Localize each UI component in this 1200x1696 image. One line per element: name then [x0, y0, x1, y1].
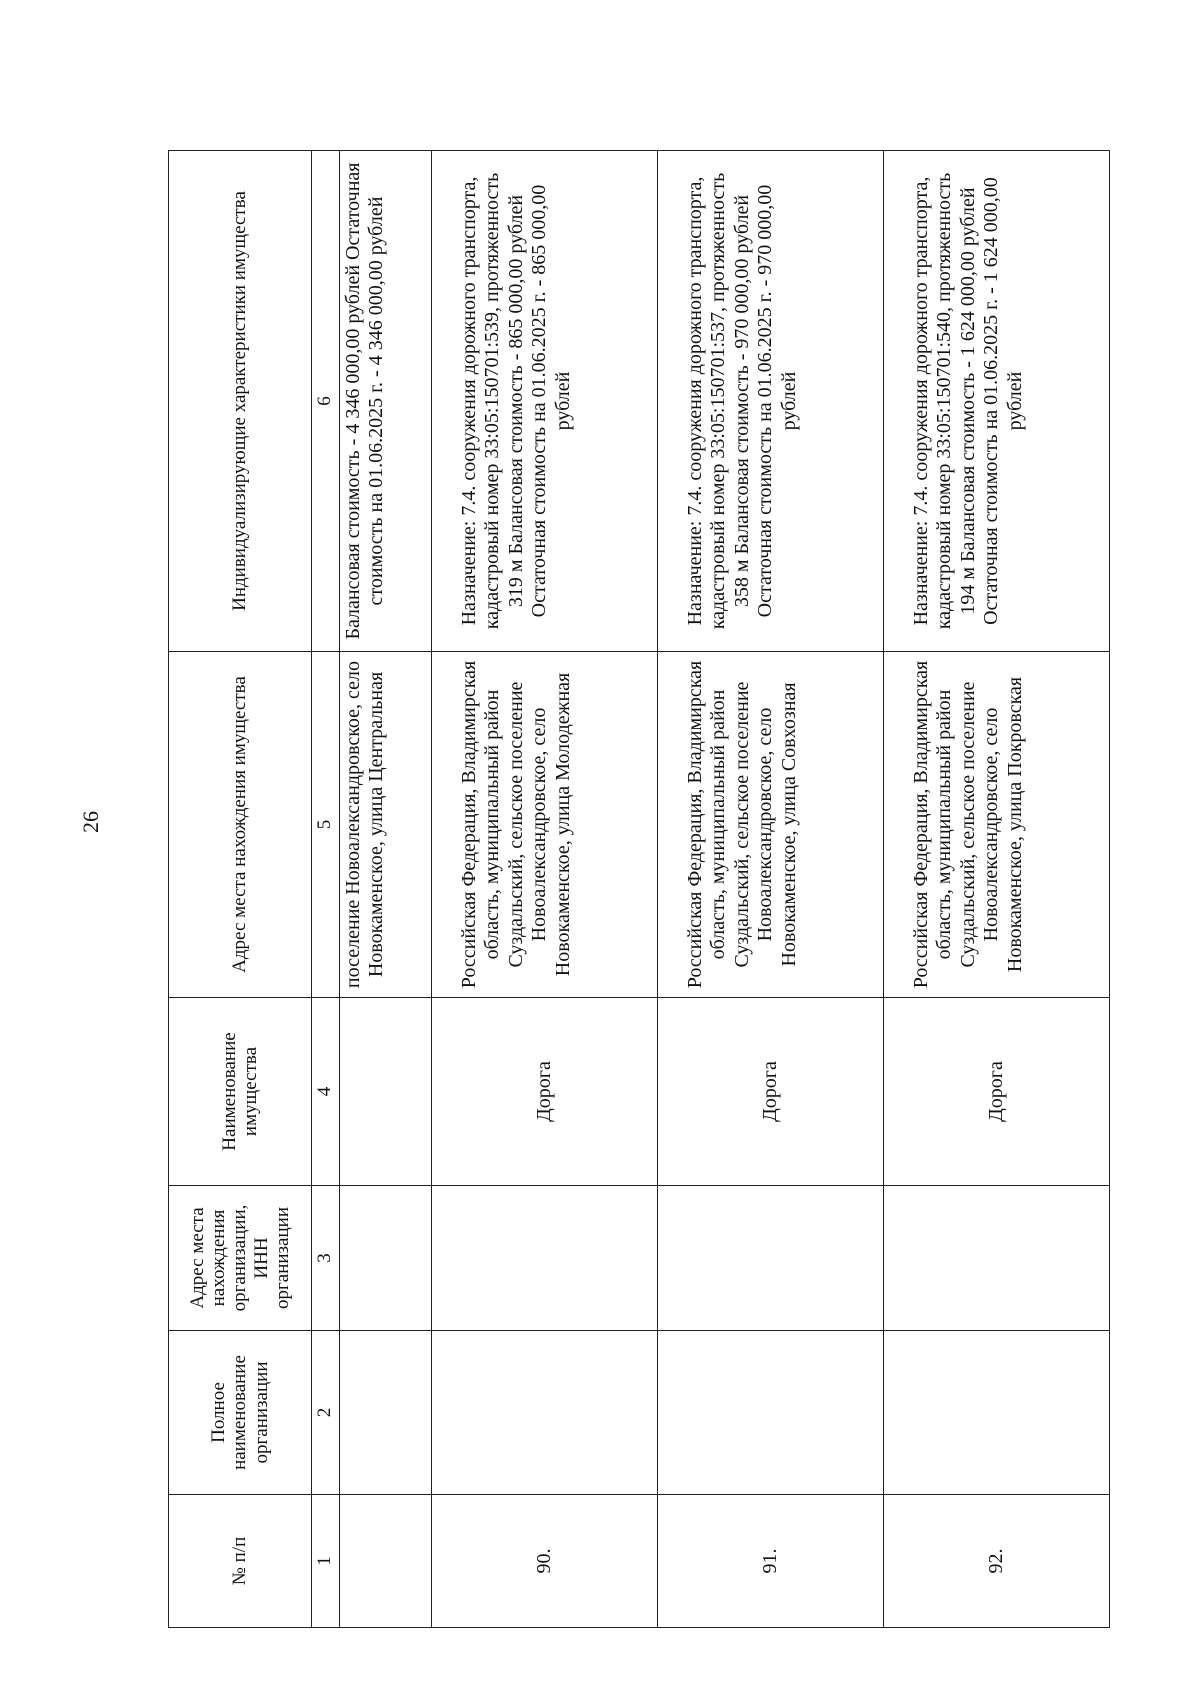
header-characteristics: Индивидуализирующие характеристики имущества — [169, 151, 312, 652]
page-number: 26 — [78, 811, 103, 833]
cell-org-name — [432, 1331, 658, 1495]
cell-number: 90. — [432, 1495, 658, 1628]
column-number: 6 — [312, 151, 340, 652]
cell-org-name — [884, 1331, 1110, 1495]
cell-characteristics: Назначение: 7.4. сооружения дорожного транспорта, кадастровый номер 33:05:150701:539, протяженность 319 м Балансовая стоимость - 865 000,00 рублей Остаточная стоимость на 01.06.2025 г. - 865 000,00 рублей — [432, 151, 658, 652]
cell-property-name — [340, 998, 432, 1186]
cell-number: 91. — [658, 1495, 884, 1628]
cell-property-name: Дорога — [432, 998, 658, 1186]
cell-characteristics: Назначение: 7.4. сооружения дорожного транспорта, кадастровый номер 33:05:150701:540, протяженность 194 м Балансовая стоимость - 1 624 000,00 рублей Остаточная стоимость на 01.06.2025 г. - 1 624 000,00 рублей — [884, 151, 1110, 652]
table-row — [884, 151, 1110, 1628]
cell-org-address — [432, 1186, 658, 1331]
column-number: 5 — [312, 652, 340, 998]
column-number: 4 — [312, 998, 340, 1186]
column-number: 3 — [312, 1186, 340, 1331]
cell-characteristics: Назначение: 7.4. сооружения дорожного транспорта, кадастровый номер 33:05:150701:537, протяженность 358 м Балансовая стоимость - 970 000,00 рублей Остаточная стоимость на 01.06.2025 г. - 970 000,00 рублей — [658, 151, 884, 652]
cell-property-address: Российская Федерация, Владимирская область, муниципальный район Суздальский, сельское поселение Новоалександровское, село Новокаменское, улица Покровская — [884, 652, 1110, 998]
cell-property-address: Российская Федерация, Владимирская область, муниципальный район Суздальский, сельское поселение Новоалександровское, село Новокаменское, улица Молодежная — [432, 652, 658, 998]
property-table-wrapper — [168, 151, 1110, 1628]
cell-property-address: Российская Федерация, Владимирская область, муниципальный район Суздальский, сельское поселение Новоалександровское, село Новокаменское, улица Совхозная — [658, 652, 884, 998]
cell-property-name: Дорога — [884, 998, 1110, 1186]
property-table — [168, 150, 1110, 1628]
header-org-name: Полное наименование организации — [169, 1331, 312, 1495]
header-number: № п/п — [169, 1495, 312, 1628]
column-number: 2 — [312, 1331, 340, 1495]
table-header-row — [169, 151, 312, 1628]
cell-org-address — [884, 1186, 1110, 1331]
cell-characteristics: Балансовая стоимость - 4 346 000,00 рублей Остаточная стоимость на 01.06.2025 г. - 4 346 000,00 рублей — [340, 151, 432, 652]
table-row — [658, 151, 884, 1628]
cell-property-name: Дорога — [658, 998, 884, 1186]
header-property-address: Адрес места нахождения имущества — [169, 652, 312, 998]
column-number: 1 — [312, 1495, 340, 1628]
table-row-continuation — [340, 151, 432, 1628]
cell-org-address — [658, 1186, 884, 1331]
header-org-address: Адрес места нахождения организации, ИНН организации — [169, 1186, 312, 1331]
table-row — [432, 151, 658, 1628]
cell-number — [340, 1495, 432, 1628]
cell-property-address: поселение Новоалександровское, село Новокаменское, улица Центральная — [340, 652, 432, 998]
cell-org-name — [658, 1331, 884, 1495]
column-number-row — [312, 151, 340, 1628]
cell-org-name — [340, 1331, 432, 1495]
cell-number: 92. — [884, 1495, 1110, 1628]
cell-org-address — [340, 1186, 432, 1331]
header-property-name: Наименование имущества — [169, 998, 312, 1186]
